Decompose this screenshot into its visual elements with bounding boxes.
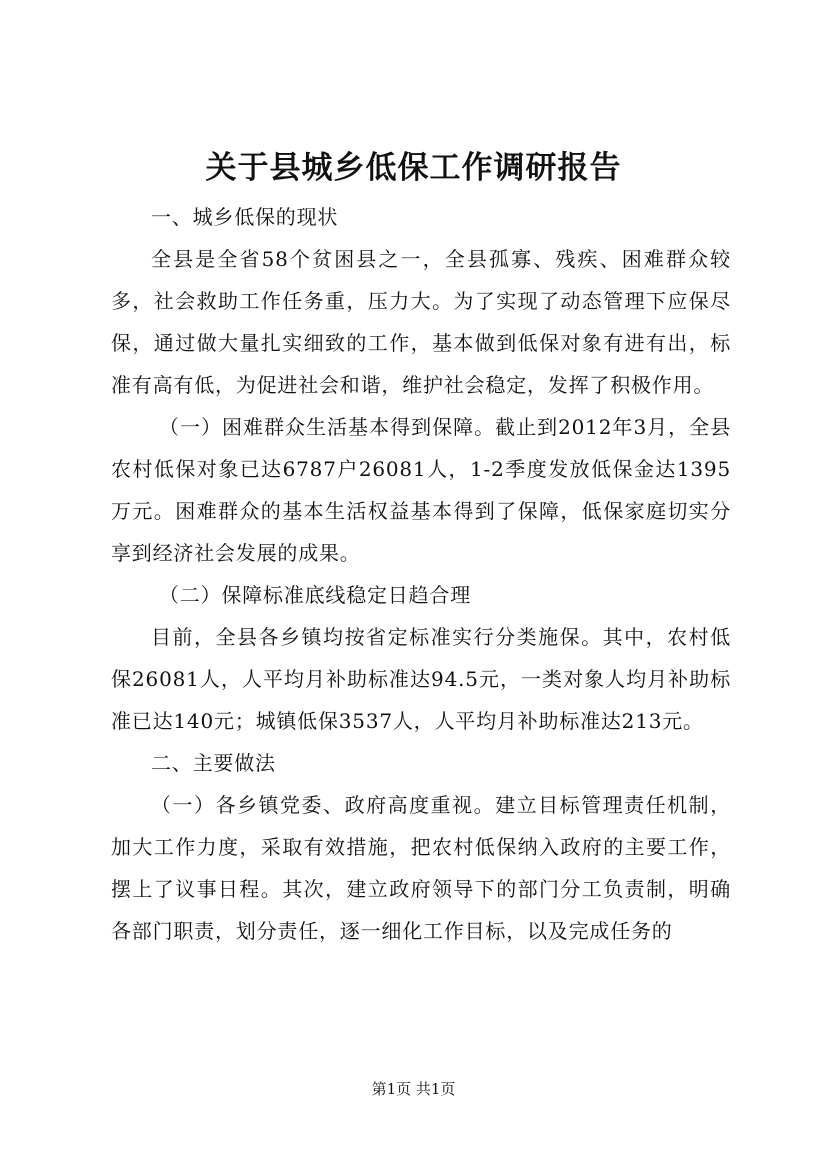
paragraph-standards: 目前，全县各乡镇均按省定标准实行分类施保。其中，农村低保26081人，人平均月补助标准达94.5元，一类对象人均月补助标准已达140元；城镇低保3537人，人平均月补助标准达213元。 (111, 625, 731, 733)
paragraph-subsection-1: （一）困难群众生活基本得到保障。截止到2012年3月，全县农村低保对象已达6787户26081人，1-2季度发放低保金达1395万元。困难群众的基本生活权益基本得到了保障，低保家庭切实分享到经济社会发展的成果。 (111, 415, 731, 565)
paragraph-measures-1: （一）各乡镇党委、政府高度重视。建立目标管理责任机制，加大工作力度，采取有效措施，把农村低保纳入政府的主要工作，摆上了议事日程。其次，建立政府领导下的部门分工负责制，明确各部门职责，划分责任，逐一细化工作目标，以及完成任务的 (111, 793, 731, 943)
document-title: 关于县城乡低保工作调研报告 (205, 150, 622, 186)
section-heading-2: 二、主要做法 (151, 751, 276, 775)
subsection-heading-2: （二）保障标准底线稳定日趋合理 (159, 583, 471, 607)
section-heading-1: 一、城乡低保的现状 (151, 205, 339, 229)
page-footer: 第1页 共1页 (371, 1080, 456, 1098)
document-body (111, 196, 731, 952)
paragraph-status-overview: 全县是全省58个贫困县之一，全县孤寡、残疾、困难群众较多，社会救助工作任务重，压力大。为了实现了动态管理下应保尽保，通过做大量扎实细致的工作，基本做到低保对象有进有出，标准有高有低，为促进社会和谐，维护社会稳定，发挥了积极作用。 (111, 247, 731, 397)
